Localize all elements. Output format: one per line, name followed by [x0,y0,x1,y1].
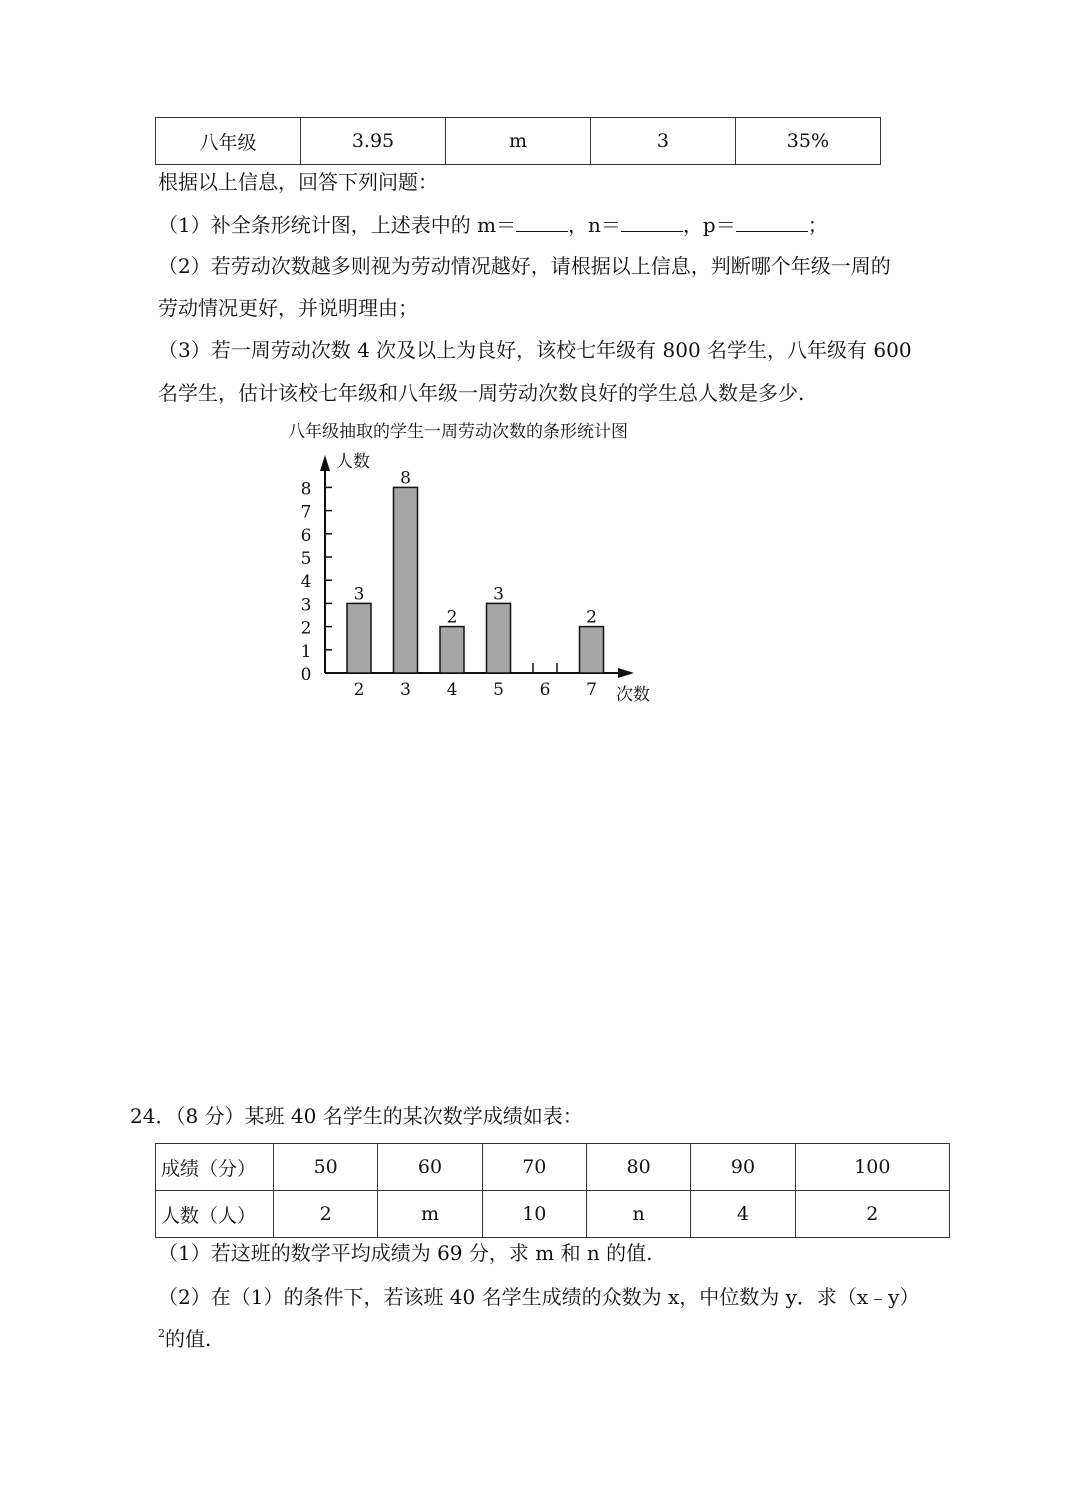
blank-p [736,213,808,232]
bar [394,487,418,673]
bar-chart [270,415,710,715]
x-tick-label: 3 [400,680,411,700]
blank-m [516,213,568,232]
table-cell: 100 [795,1144,949,1191]
grade8-table [155,117,881,165]
y-tick-label: 5 [300,549,312,569]
bar-data-label: 3 [493,584,504,605]
bar-data-label: 3 [353,584,365,605]
q1-text-c: ，p＝ [682,213,736,237]
table-cell: 35% [735,118,880,165]
question-3-line-2: 名学生，估计该校七年级和八年级一周劳动次数良好的学生总人数是多少. [158,381,805,405]
intro-text: 根据以上信息，回答下列问题： [158,170,438,194]
table-cell: 八年级 [156,118,301,165]
table-cell: 4 [691,1191,795,1238]
bars [347,468,604,673]
q1-text-a: （1）补全条形统计图，上述表中的 m＝ [158,213,517,237]
table-cell: n [586,1191,690,1238]
bar [440,627,464,673]
bar-data-label: 2 [586,607,597,628]
x-tick-label: 6 [539,680,551,700]
table-cell: 80 [586,1144,690,1191]
table-cell: 10 [482,1191,586,1238]
score-table [155,1143,950,1238]
question-24-part-1: （1）若这班的数学平均成绩为 69 分，求 m 和 n 的值. [158,1241,653,1265]
part-3-text: 的值. [165,1327,212,1351]
bar-data-label: 2 [446,607,458,628]
x-axis-arrow [618,668,634,678]
x-ticks [354,680,597,700]
y-tick-label: 7 [300,502,312,523]
q1-text-d: ； [807,213,828,237]
bar [580,627,604,673]
table-row [156,1191,950,1238]
chart-title: 八年级抽取的学生一周劳动次数的条形统计图 [288,422,628,442]
question-24-part-2: （2）在（1）的条件下，若该班 40 名学生成绩的众数为 x，中位数为 y．求（x﹣y） [158,1285,920,1309]
blank-n [621,213,683,232]
question-2-line-1: （2）若劳动次数越多则视为劳动情况越好，请根据以上信息，判断哪个年级一周的 [158,254,891,278]
x-tick-label: 2 [353,680,365,700]
table-cell: 50 [274,1144,378,1191]
x-tick-label: 7 [586,680,597,700]
table-cell: 2 [795,1191,949,1238]
y-tick-label: 6 [300,525,312,546]
bar-data-label: 8 [400,468,411,489]
bar [347,603,371,673]
x-tick-label: 5 [493,680,504,700]
question-1 [158,212,828,238]
table-cell: 2 [274,1191,378,1238]
question-3-line-1: （3）若一周劳动次数 4 次及以上为良好，该校七年级有 800 名学生，八年级有 600 [158,338,912,362]
y-ticks [301,479,332,685]
table-row [156,1144,950,1191]
table-cell: m [446,118,591,165]
table-cell: 人数（人） [156,1191,274,1238]
table-cell: 90 [691,1144,795,1191]
table-cell: m [378,1191,482,1238]
table-cell: 70 [482,1144,586,1191]
y-tick-label: 0 [300,665,312,685]
y-tick-label: 8 [300,479,312,500]
table-row [156,118,881,165]
q1-text-b: ，n＝ [568,213,621,237]
y-axis-arrow [320,455,330,471]
bar [487,603,511,673]
exponent: 2 [158,1327,165,1340]
question-2-line-2: 劳动情况更好，并说明理由； [158,296,418,320]
table-cell: 成绩（分） [156,1144,274,1191]
y-axis-label: 人数 [336,452,370,472]
y-tick-label: 2 [300,618,312,639]
y-tick-label: 1 [300,641,312,662]
table-cell: 3 [590,118,735,165]
x-tick-label: 4 [446,680,458,700]
question-24-part-3 [158,1326,211,1356]
x-axis-label: 次数 [616,685,650,705]
y-tick-label: 3 [300,595,312,616]
y-tick-label: 4 [300,572,312,593]
question-24-title: 24．（8 分）某班 40 名学生的某次数学成绩如表： [130,1104,583,1128]
table-cell: 60 [378,1144,482,1191]
table-cell: 3.95 [300,118,445,165]
